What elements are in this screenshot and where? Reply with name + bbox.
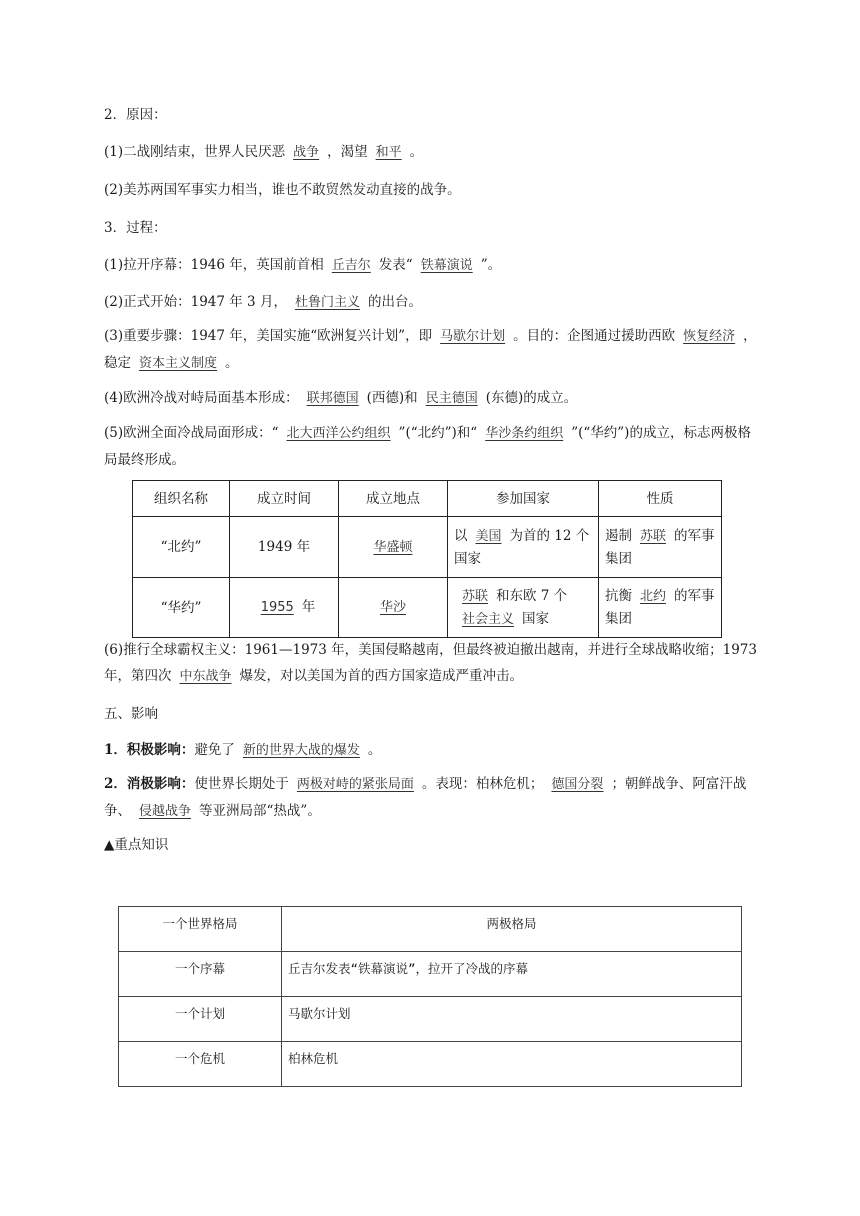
blank-answer: 北大西洋公约组织 <box>286 426 391 441</box>
text: (5)欧洲全面冷战局面形成：“ <box>104 425 279 441</box>
table-row <box>119 952 742 997</box>
table-cell <box>448 578 599 638</box>
text: ”(“北约”)和“ <box>398 425 478 441</box>
table-cell <box>230 578 339 638</box>
process-4 <box>104 389 577 408</box>
heading-impact: 五、影响 <box>104 706 158 722</box>
table-cell: “华约” <box>133 578 230 638</box>
text: 年 <box>301 599 316 615</box>
blank-answer: 华沙条约组织 <box>485 426 564 441</box>
table-cell: 1949 年 <box>230 517 339 578</box>
blank-answer: 战争 <box>293 145 320 160</box>
table-header: 成立地点 <box>339 481 448 517</box>
table-row <box>133 578 722 638</box>
table-header: 组织名称 <box>133 481 230 517</box>
process-3 <box>104 323 759 377</box>
blank-answer: 铁幕演说 <box>420 258 473 273</box>
text: 避免了 <box>194 742 235 758</box>
text: 发表“ <box>378 257 413 273</box>
text: 国家 <box>522 610 550 627</box>
label: 2．消极影响： <box>104 776 195 792</box>
key-knowledge-heading: ▲重点知识 <box>104 837 169 853</box>
impact-negative <box>104 771 759 825</box>
key-knowledge-table <box>118 906 742 1087</box>
text: 。目的：企图通过援助西欧 <box>513 328 676 344</box>
text: ”(“华约”)的成立，标志两极格局最终形成。 <box>104 425 751 468</box>
table-row <box>119 997 742 1042</box>
text: 以 <box>454 527 468 544</box>
blank-answer: 马歇尔计划 <box>440 329 506 344</box>
table-header: 成立时间 <box>230 481 339 517</box>
blank-answer: 华盛顿 <box>373 539 413 555</box>
text: (3)重要步骤：1947 年，美国实施“欧洲复兴计划”，即 <box>104 328 433 344</box>
text: 。 <box>409 144 424 160</box>
process-5 <box>104 420 759 473</box>
table-header: 参加国家 <box>448 481 599 517</box>
text: (1)拉开序幕：1946 年，英国前首相 <box>104 257 324 273</box>
table-cell: 两极格局 <box>282 907 742 952</box>
blank-answer: 华沙 <box>379 600 406 615</box>
text: 的军事集团 <box>605 588 715 627</box>
blank-answer: 两极对峙的紧张局面 <box>296 777 414 792</box>
text: (1)二战刚结束，世界人民厌恶 <box>104 144 286 160</box>
text: 等亚洲局部“热战”。 <box>199 803 321 819</box>
blank-answer: 新的世界大战的爆发 <box>242 743 360 758</box>
table-cell <box>599 578 722 638</box>
text: 使世界长期处于 <box>194 776 289 792</box>
blank-answer: 和平 <box>375 145 402 160</box>
table-row <box>133 517 722 578</box>
text: 。 <box>225 355 239 371</box>
table-cell: 一个计划 <box>119 997 282 1042</box>
table-cell: “北约” <box>133 517 230 578</box>
text: (4)欧洲冷战对峙局面基本形成： <box>104 390 299 406</box>
table-cell: 丘吉尔发表“铁幕演说”，拉开了冷战的序幕 <box>282 952 742 997</box>
text: 爆发，对以美国为首的西方国家造成严重冲击。 <box>239 668 524 684</box>
text: ，稳定 <box>104 328 757 371</box>
table-cell <box>448 517 599 578</box>
blank-answer: 侵越战争 <box>139 804 192 819</box>
blank-answer: 社会主义 <box>462 611 515 627</box>
text: ”。 <box>480 257 502 273</box>
blank-answer: 丘吉尔 <box>331 258 371 273</box>
table-cell <box>339 578 448 638</box>
blank-answer: 1955 <box>260 600 294 615</box>
blank-answer: 资本主义制度 <box>139 356 218 371</box>
table-cell <box>599 517 722 578</box>
text: ；朝鲜战争、阿富汗战争、 <box>104 776 747 819</box>
text: ，渴望 <box>327 144 368 160</box>
text: 的军事集团 <box>605 527 715 567</box>
blank-answer: 中东战争 <box>179 669 232 684</box>
table-cell: 一个世界格局 <box>119 907 282 952</box>
table-cell: 马歇尔计划 <box>282 997 742 1042</box>
text: 的出台。 <box>367 294 422 310</box>
text: 为首的 12 个国家 <box>454 527 590 567</box>
heading-process: 3．过程： <box>104 220 167 236</box>
blank-answer: 苏联 <box>640 528 667 544</box>
heading-causes: 2．原因： <box>104 107 167 123</box>
text: 遏制 <box>605 527 632 544</box>
text: (东德)的成立。 <box>485 390 578 406</box>
cause-1 <box>104 143 423 162</box>
process-6 <box>104 637 759 690</box>
blank-answer: 杜鲁门主义 <box>294 295 360 310</box>
table-row <box>119 907 742 952</box>
label: 1．积极影响： <box>104 742 195 758</box>
table-header: 性质 <box>599 481 722 517</box>
blank-answer: 北约 <box>640 589 667 604</box>
process-2 <box>104 293 422 312</box>
text: (西德)和 <box>366 390 418 406</box>
text: (2)正式开始：1947 年 3 月， <box>104 294 287 310</box>
blank-answer: 联邦德国 <box>306 391 359 406</box>
alliances-table <box>132 480 722 638</box>
blank-answer: 德国分裂 <box>551 777 604 792</box>
impact-positive <box>104 741 381 760</box>
text: (6)推行全球霸权主义：1961—1973 年，美国侵略越南，但最终被迫撤出越南，并进行全球战略收缩；1973 年，第四次 <box>104 642 757 684</box>
table-cell <box>339 517 448 578</box>
cause-2: (2)美苏两国军事实力相当，谁也不敢贸然发动直接的战争。 <box>104 182 461 198</box>
table-row <box>119 1042 742 1087</box>
table-header-row <box>133 481 722 517</box>
text: 。 <box>367 742 382 758</box>
text: 抗衡 <box>605 588 632 604</box>
process-1 <box>104 256 501 275</box>
table-cell: 一个危机 <box>119 1042 282 1087</box>
text: 。表现：柏林危机； <box>421 776 544 792</box>
blank-answer: 美国 <box>475 528 502 544</box>
blank-answer: 民主德国 <box>425 391 478 406</box>
table-cell: 一个序幕 <box>119 952 282 997</box>
blank-answer: 苏联 <box>462 588 489 604</box>
text: 和东欧 7 个 <box>496 587 568 604</box>
table-cell: 柏林危机 <box>282 1042 742 1087</box>
blank-answer: 恢复经济 <box>683 329 736 344</box>
